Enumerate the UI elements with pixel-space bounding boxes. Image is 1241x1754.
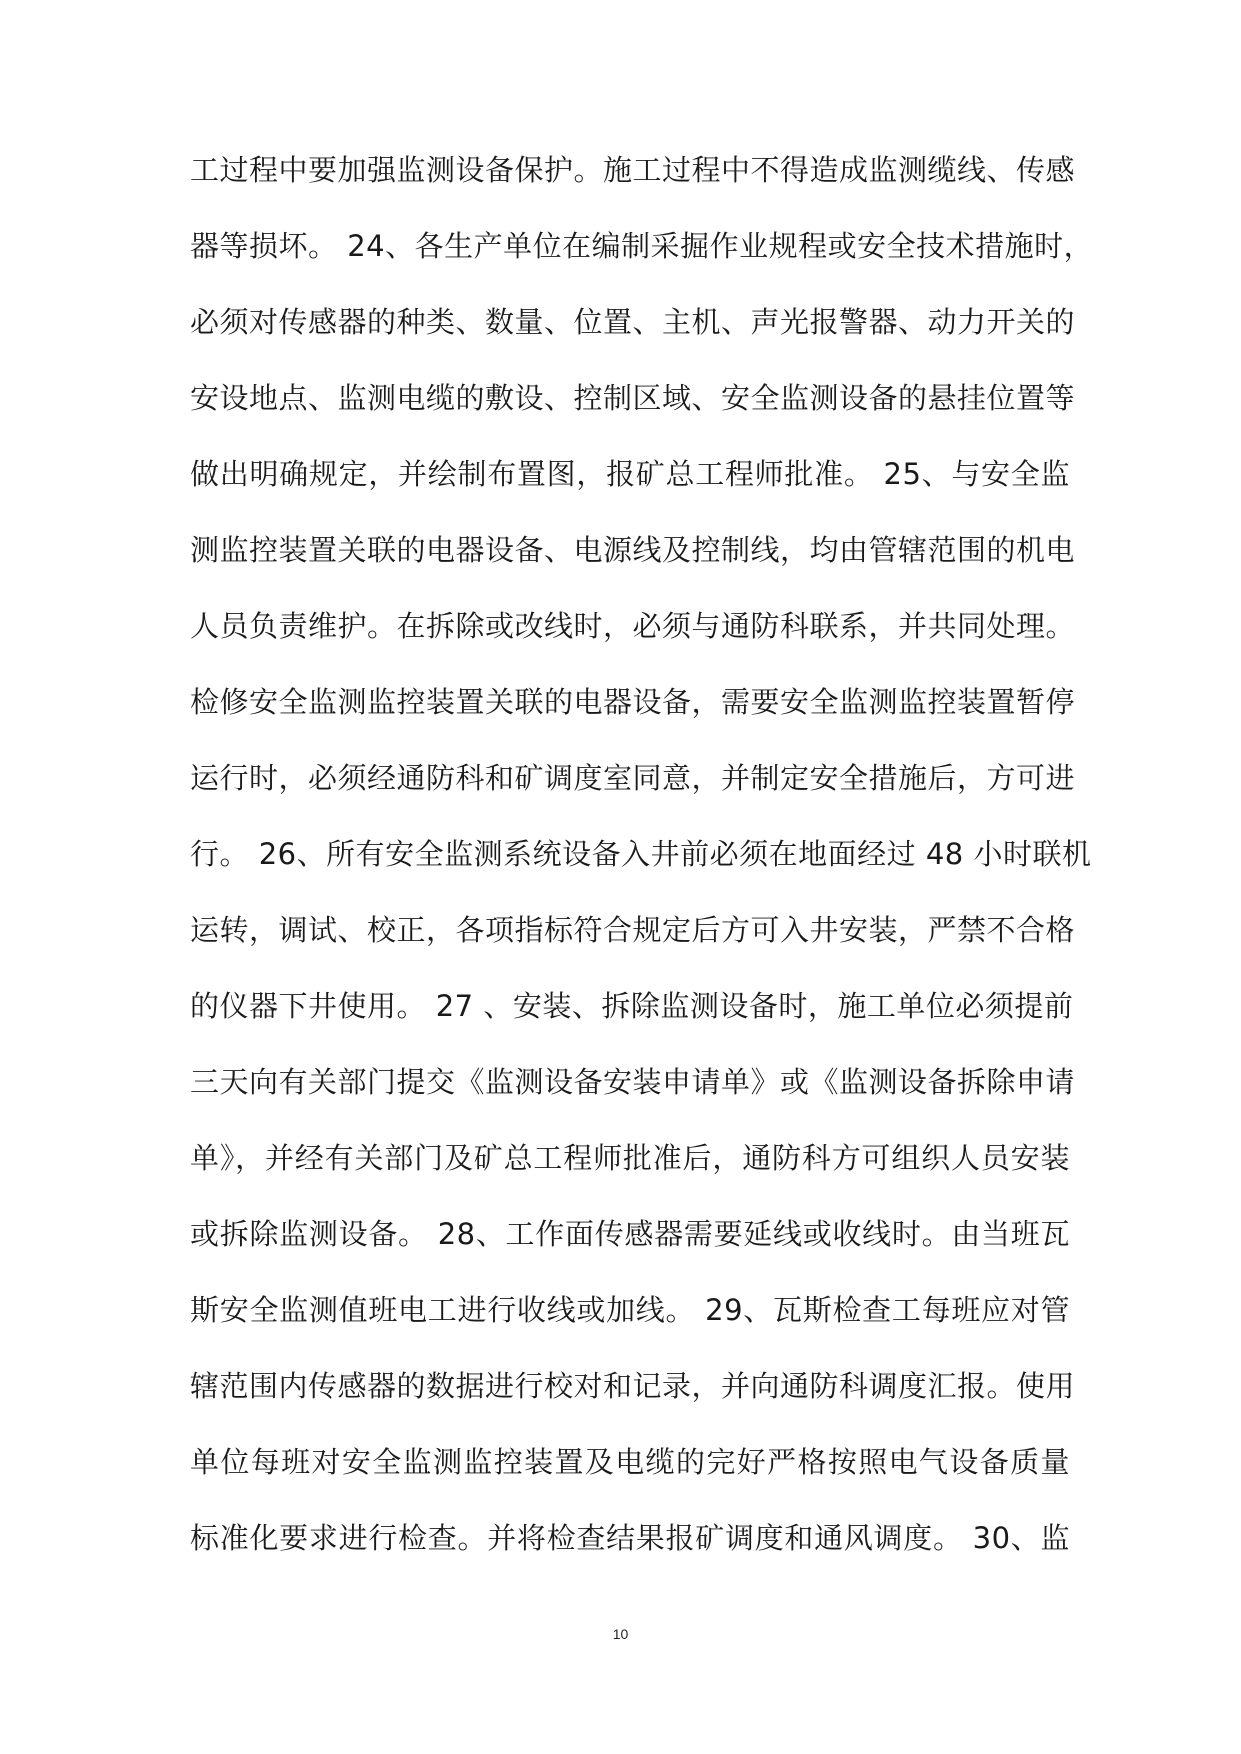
text-line: 三天向有关部门提交《监测设备安装申请单》或《监测设备拆除申请 <box>190 1065 1076 1099</box>
text-line: 单位每班对安全监测监控装置及电缆的完好严格按照电气设备质量 <box>190 1445 1070 1479</box>
text-line: 测监控装置关联的电器设备、电源线及控制线，均由管辖范围的机电 <box>190 533 1076 567</box>
page-number: 10 <box>612 1626 629 1642</box>
text-line: 行。 26、所有安全监测系统设备入井前必须在地面经过 48 小时联机 <box>190 837 1092 871</box>
text-line: 器等损坏。 24、各生产单位在编制采掘作业规程或安全技术措施时， <box>190 229 1094 263</box>
text-line: 运转，调试、校正，各项指标符合规定后方可入井安装，严禁不合格 <box>190 913 1076 947</box>
text-line: 安设地点、监测电缆的敷设、控制区域、安全监测设备的悬挂位置等 <box>190 381 1076 415</box>
text-line: 运行时，必须经通防科和矿调度室同意，并制定安全措施后，方可进 <box>190 761 1076 795</box>
text-line: 工过程中要加强监测设备保护。施工过程中不得造成监测缆线、传感 <box>190 153 1076 187</box>
text-line: 检修安全监测监控装置关联的电器设备，需要安全监测监控装置暂停 <box>190 685 1076 719</box>
body-text <box>190 140 1094 1584</box>
text-line: 斯安全监测值班电工进行收线或加线。 29、瓦斯检查工每班应对管 <box>190 1293 1070 1327</box>
text-line: 必须对传感器的种类、数量、位置、主机、声光报警器、动力开关的 <box>190 305 1076 339</box>
text-line: 或拆除监测设备。 28、工作面传感器需要延线或收线时。由当班瓦 <box>190 1217 1070 1251</box>
text-line: 辖范围内传感器的数据进行校对和记录，并向通防科调度汇报。使用 <box>190 1369 1076 1403</box>
text-line: 的仪器下井使用。 27 、安装、拆除监测设备时，施工单位必须提前 <box>190 989 1074 1023</box>
text-line: 人员负责维护。在拆除或改线时，必须与通防科联系，并共同处理。 <box>190 609 1076 643</box>
text-line: 标准化要求进行检查。并将检查结果报矿调度和通风调度。 30、监 <box>190 1521 1070 1555</box>
text-line: 单》，并经有关部门及矿总工程师批准后，通防科方可组织人员安装 <box>190 1141 1070 1175</box>
text-line: 做出明确规定，并绘制布置图，报矿总工程师批准。 25、与安全监 <box>190 457 1070 491</box>
